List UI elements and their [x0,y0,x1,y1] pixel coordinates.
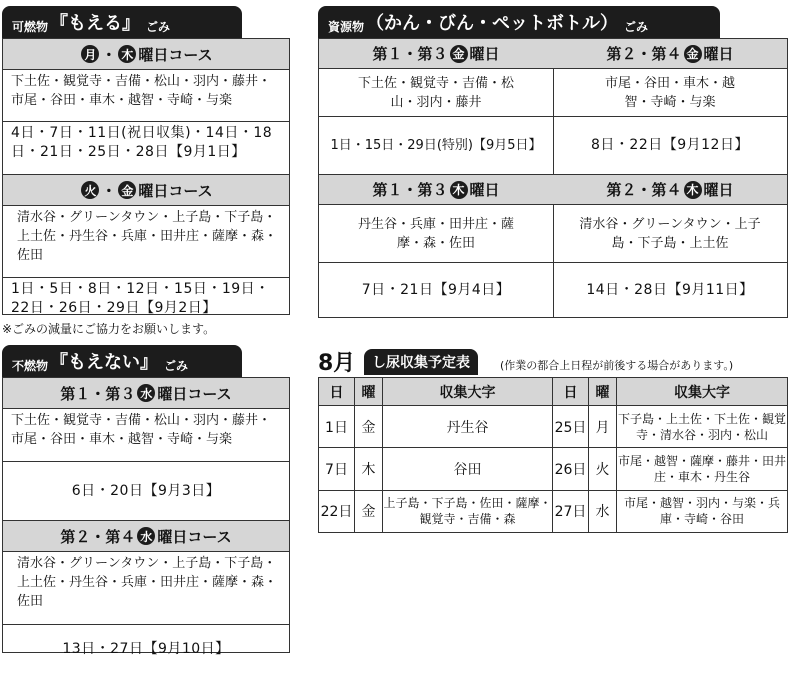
sep: ・ [101,181,117,200]
week-label: 第２・第４ [606,181,682,199]
moeru-tab-suffix: ごみ [146,20,171,34]
shinyo-tab: し尿収集予定表 [364,349,478,375]
shigen-r2-left-dates: 7日・21日【9月4日】 [361,281,511,298]
day-label: 曜日 [703,45,734,63]
moeru-tab-prefix: 可燃物 [12,20,49,34]
moenai-course2-dates: 13日・27日【9月10日】 [62,640,230,657]
moenai-tab [2,345,242,377]
shigen-r1-right-dates: 8日・22日【9月12日】 [553,117,787,175]
week-label: 第２・第４ [60,527,136,546]
cell-area: 下子島・上土佐・下土佐・観覚寺・清水谷・羽内・松山 [617,406,788,448]
day-label: 曜日 [703,181,734,199]
course-label: 曜日コース [157,527,232,546]
cell-area: 谷田 [383,448,553,490]
thursday-icon: 木 [118,45,136,63]
cell-area: 市尾・越智・羽内・与楽・兵庫・寺崎・谷田 [617,490,788,532]
table-row [319,406,788,448]
day-label: 曜日 [469,45,500,63]
course-label: 曜日コース [157,384,232,403]
cell-weekday: 金 [355,406,383,448]
shigen-r2-left-areas: 丹生谷・兵庫・田井庄・薩摩・森・佐田 [319,205,553,263]
cell-weekday: 火 [589,448,617,490]
shigen-r2-right-header [553,175,787,205]
course-label: 曜日コース [138,45,213,64]
shigen-r1-right-areas: 市尾・谷田・車木・越智・寺崎・与楽 [553,69,787,117]
shigen-r2-right-areas: 清水谷・グリーンタウン・上子島・下子島・上土佐 [553,205,787,263]
col-day: 日 [553,378,589,406]
moeru-course1-header [3,39,289,70]
cell-area: 市尾・越智・薩摩・藤井・田井庄・車木・丹生谷 [617,448,788,490]
shinyo-table [318,377,788,533]
shinyo-note: (作業の都合上日程が前後する場合があります。) [500,359,734,372]
shigen-r1-right-header [553,39,787,69]
shigen-tab-suffix: ごみ [624,20,649,34]
shinyo-month: 8月 [318,351,356,376]
moenai-course1-dates: 6日・20日【9月3日】 [3,462,289,521]
week-label: 第２・第４ [606,45,682,63]
cell-day: 26日 [553,448,589,490]
cell-day: 25日 [553,406,589,448]
col-area: 収集大字 [617,378,788,406]
monday-icon: 月 [81,45,99,63]
cell-day: 22日 [319,490,355,532]
cell-weekday: 月 [589,406,617,448]
moeru-course2-dates: 1日・5日・8日・12日・15日・19日・22日・26日・29日【9月2日】 [11,281,270,316]
moenai-panel [2,377,290,657]
moenai-tab-prefix: 不燃物 [12,359,49,373]
moeru-course1-dates: 4日・7日・11日(祝日収集)・14日・18日・21日・25日・28日【9月1日】 [3,122,289,175]
table-row [319,490,788,532]
table-row [319,448,788,490]
moenai-course1-header [3,378,289,409]
week-label: 第１・第３ [372,45,448,63]
friday-icon: 金 [684,45,702,63]
col-area: 収集大字 [383,378,553,406]
thursday-icon: 木 [450,181,468,199]
cell-area: 上子島・下子島・佐田・薩摩・観覚寺・吉備・森 [383,490,553,532]
wednesday-icon: 水 [137,527,155,545]
wednesday-icon: 水 [137,384,155,402]
thursday-icon: 木 [684,181,702,199]
moeru-course2-areas: 清水谷・グリーンタウン・上子島・下子島・上土佐・丹生谷・兵庫・田井庄・薩摩・森・佐田 [3,206,289,278]
moeru-tab [2,6,242,38]
cell-day: 7日 [319,448,355,490]
table-header-row [319,378,788,406]
shigen-r2-left-header [319,175,553,205]
moenai-course2-header [3,521,289,552]
moeru-panel [2,38,290,315]
shigen-r1-left-header [319,39,553,69]
shigen-tab-prefix: 資源物 [328,20,365,34]
shigen-panel [318,38,788,318]
friday-icon: 金 [450,45,468,63]
cell-weekday: 水 [589,490,617,532]
moeru-course1-areas: 下土佐・観覚寺・吉備・松山・羽内・藤井・市尾・谷田・車木・越智・寺崎・与楽 [3,70,289,122]
day-label: 曜日 [469,181,500,199]
sep: ・ [101,45,117,64]
cell-area: 丹生谷 [383,406,553,448]
cell-weekday: 金 [355,490,383,532]
col-weekday: 曜 [355,378,383,406]
cell-day: 1日 [319,406,355,448]
shigen-tab [318,6,720,38]
tuesday-icon: 火 [81,181,99,199]
cell-day: 27日 [553,490,589,532]
moeru-course2-header [3,175,289,206]
shigen-r1-left-areas: 下土佐・観覚寺・吉備・松山・羽内・藤井 [319,69,553,117]
moeru-note: ※ごみの減量にご協力をお願いします。 [2,322,216,336]
week-label: 第１・第３ [60,384,136,403]
shigen-tab-main: （かん・びん・ペットボトル） [366,13,619,34]
cell-weekday: 木 [355,448,383,490]
moenai-tab-main: 『もえない』 [50,352,159,373]
shigen-r2-right-dates: 14日・28日【9月11日】 [586,281,754,298]
col-day: 日 [319,378,355,406]
moenai-tab-suffix: ごみ [164,359,189,373]
moeru-tab-main: 『もえる』 [50,13,141,34]
col-weekday: 曜 [589,378,617,406]
moenai-course1-areas: 下土佐・観覚寺・吉備・松山・羽内・藤井・市尾・谷田・車木・越智・寺崎・与楽 [3,409,289,462]
friday-icon: 金 [118,181,136,199]
moenai-course2-areas: 清水谷・グリーンタウン・上子島・下子島・上土佐・丹生谷・兵庫・田井庄・薩摩・森・佐田 [3,552,289,625]
week-label: 第１・第３ [372,181,448,199]
course-label: 曜日コース [138,181,213,200]
shigen-r1-left-dates: 1日・15日・29日(特別)【9月5日】 [319,117,553,175]
